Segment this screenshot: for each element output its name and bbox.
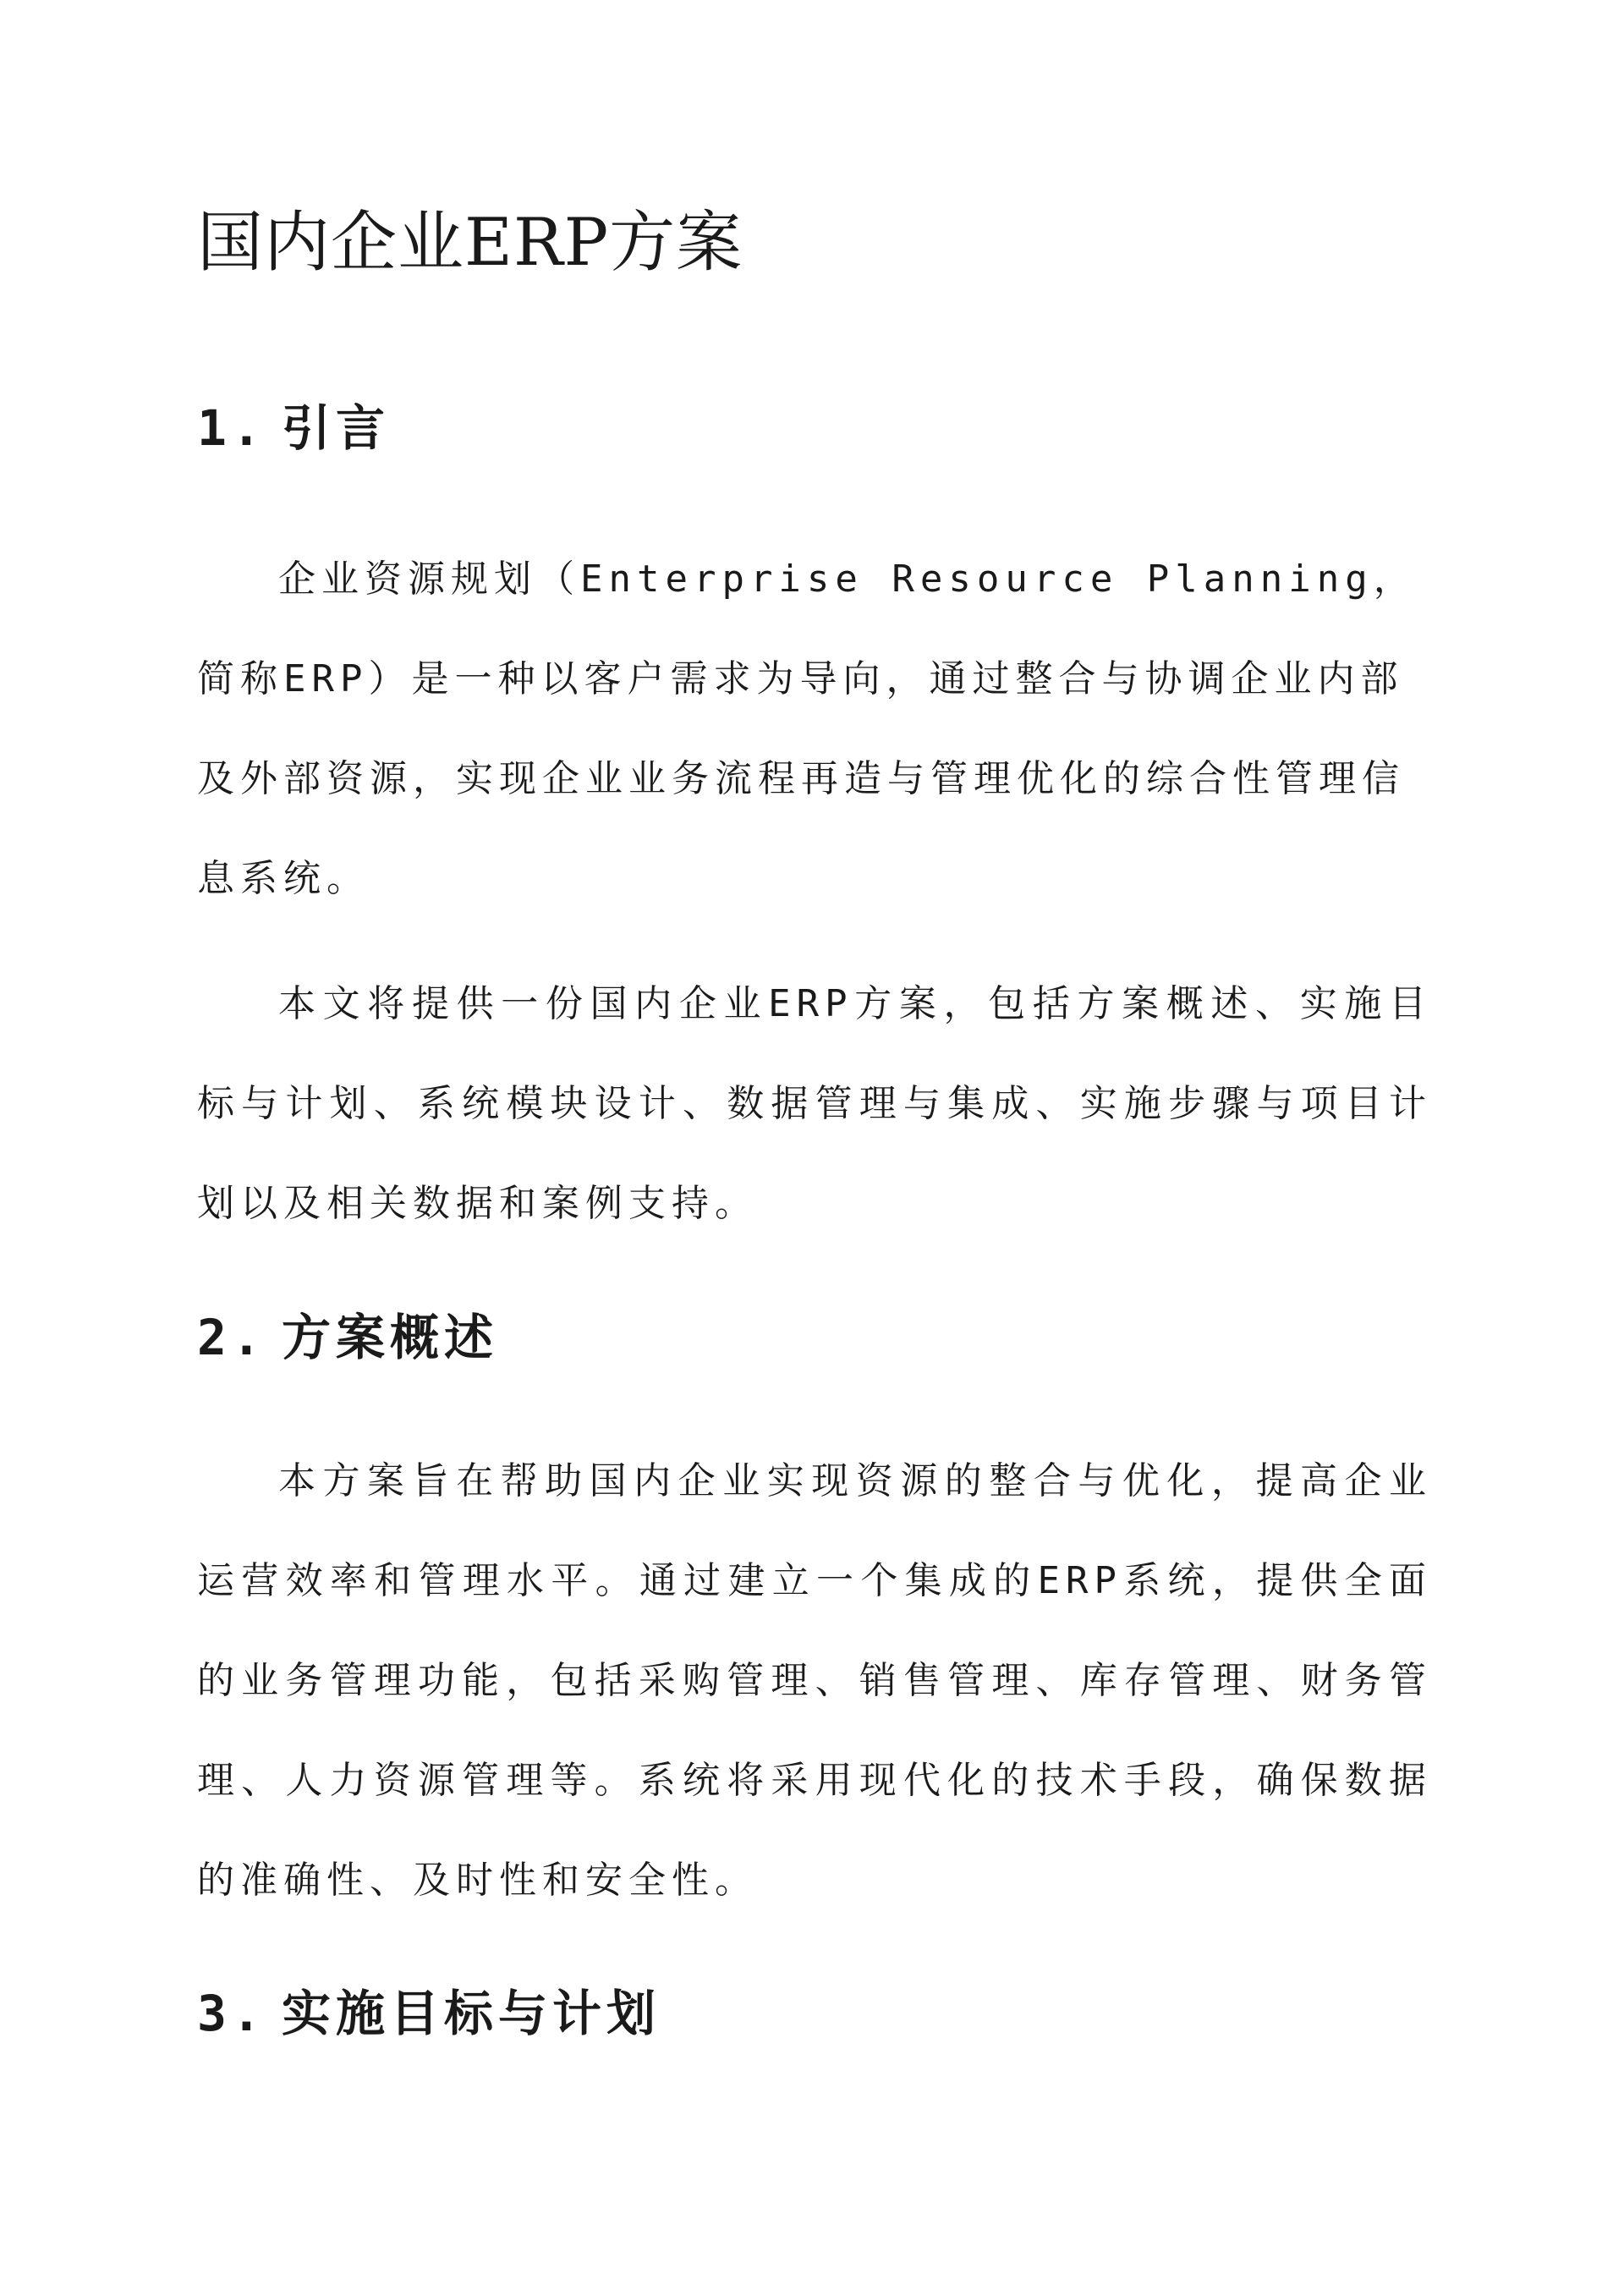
section-heading-overview bbox=[197, 1304, 498, 1371]
section-title: 引言 bbox=[282, 399, 391, 457]
section-number: 3. bbox=[197, 1985, 266, 2042]
section-heading-goals-plan bbox=[197, 1980, 661, 2047]
paragraph: 本文将提供一份国内企业ERP方案，包括方案概述、实施目标与计划、系统模块设计、数据管理与集成、实施步骤与项目计划以及相关数据和案例支持。 bbox=[197, 982, 1432, 1225]
document-title: 国内企业ERP方案 bbox=[197, 205, 743, 281]
section-heading-introduction bbox=[197, 394, 390, 462]
section-number: 2. bbox=[197, 1309, 266, 1366]
paragraph: 企业资源规划（Enterprise Resource Planning，简称ERP）是一种以客户需求为导向，通过整合与协调企业内部及外部资源，实现企业业务流程再造与管理优化的综合性管理信息系统。 bbox=[197, 558, 1417, 900]
section-title: 方案概述 bbox=[282, 1309, 499, 1366]
section-title: 实施目标与计划 bbox=[282, 1985, 661, 2042]
section-number: 1. bbox=[197, 399, 266, 457]
paragraph: 本方案旨在帮助国内企业实现资源的整合与优化，提高企业运营效率和管理水平。通过建立一个集成的ERP系统，提供全面的业务管理功能，包括采购管理、销售管理、库存管理、财务管理、人力资源管理等。系统将采用现代化的技术手段，确保数据的准确性、及时性和安全性。 bbox=[197, 1459, 1432, 1902]
